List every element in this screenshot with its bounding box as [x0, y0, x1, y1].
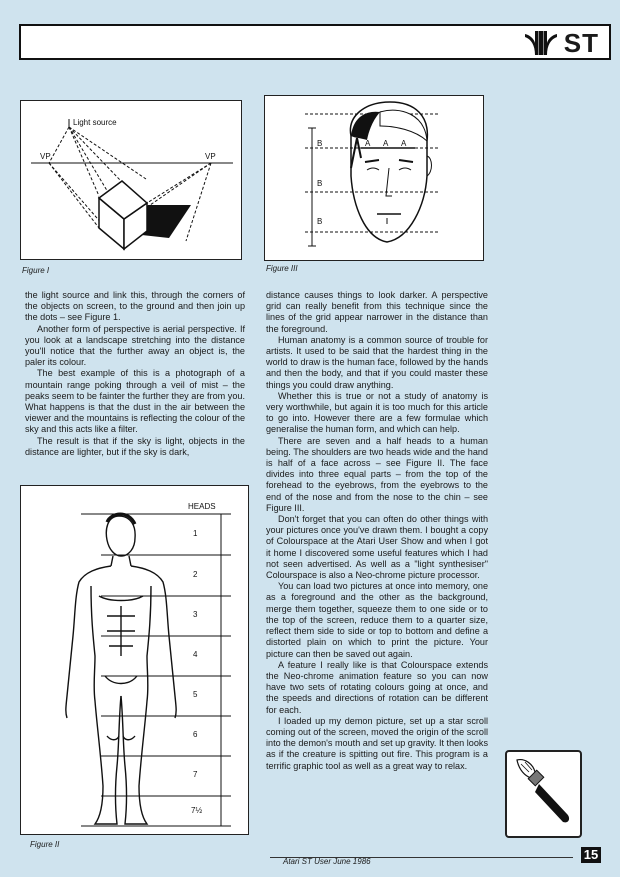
paragraph: distance causes things to look darker. A perspective grid can really benefit from this technique since the lines of the grid appear narrower in the distance than the foreground.	[266, 290, 488, 334]
head-number-4: 4	[193, 650, 198, 659]
atari-fuji-icon	[524, 29, 558, 57]
face-proportions-diagram	[265, 96, 485, 262]
paintbrush-box	[505, 750, 582, 838]
head-number-3: 3	[193, 610, 198, 619]
a-label-2: A	[383, 139, 389, 148]
head-number-6: 6	[193, 730, 198, 739]
b-label-2: B	[317, 179, 323, 188]
light-source-label: Light source	[73, 118, 117, 127]
body-proportions-diagram	[21, 486, 250, 836]
page-number: 15	[581, 847, 601, 863]
figure-2-caption: Figure II	[30, 840, 60, 849]
head-number-2: 2	[193, 570, 198, 579]
human-figure	[66, 514, 176, 824]
logo-text: ST	[563, 27, 599, 58]
left-column-text	[25, 290, 245, 458]
vp-left-label: VP	[40, 152, 51, 161]
paragraph: There are seven and a half heads to a human being. The shoulders are two heads wide and the hand is half of a face across – see Figure II. The face divides into three equal parts – from the top of the forehead to the eyebrows, from the eyebrows to the end of the nose and from the nose to the chin – see Figure III.	[266, 435, 488, 513]
atari-logo	[524, 28, 599, 58]
paragraph: I loaded up my demon picture, set up a star scroll coming out of the screen, moved the origin of the scroll into the demon's mouth and set up gravity. It then looks as if the creature is spitting out fire. This program is a terrific graphic tool as well as a great way to relax.	[266, 715, 488, 771]
header-bar	[19, 24, 611, 60]
head-number-5: 5	[193, 690, 198, 699]
figure-1-caption: Figure I	[22, 266, 50, 275]
head-number-7-half: 7½	[191, 806, 203, 815]
paragraph: Another form of perspective is aerial perspective. If you look at a landscape stretching into the distance you'll notice that the further away an object is, the paler its colour.	[25, 323, 245, 368]
paragraph: A feature I really like is that Colourspace extends the Neo-chrome animation feature so you can now have two sets of rotating colours going at once, and the speeds and directions of rotation can be different for each.	[266, 659, 488, 715]
b-label-3: B	[317, 217, 323, 226]
perspective-diagram	[21, 101, 243, 261]
heads-label: HEADS	[188, 502, 216, 511]
a-label-1: A	[365, 139, 371, 148]
a-label-3: A	[401, 139, 407, 148]
paintbrush-icon	[507, 752, 580, 836]
b-label-1: B	[317, 139, 323, 148]
head-number-1: 1	[193, 529, 198, 538]
figure-1	[20, 100, 242, 260]
paragraph: You can load two pictures at once into memory, one as a foreground and the other as the background, merge them together, squeeze them to one side or to the top of the screen, reduce them to a quarter size, reflect them side to side or top to bottom and define a distorted plain on which to print the picture. Your picture can then be saved out again.	[266, 581, 488, 659]
paragraph: Don't forget that you can often do other things with your pictures once you've drawn them. I bought a copy of Colourspace at the Atari User Show and when I got it home I discovered some useful features which I had not seen advertised. As well as a "light synthesiser" Colourspace is also a Neo-chrome picture processor.	[266, 514, 488, 581]
paragraph: The result is that if the sky is light, objects in the distance are lighter, but if the sky is dark,	[25, 435, 245, 457]
figure-3-caption: Figure III	[266, 264, 298, 273]
paragraph: Human anatomy is a common source of trouble for artists. It used to be said that the hardest thing in the world to draw is the human face, followed by the hands and then the body, and that if you could master these things you could draw anything.	[266, 334, 488, 390]
paragraph: Whether this is true or not a study of anatomy is very worthwhile, but again it is too much for this article to go into. However there are a few formulae which generalise the human form, and which can help.	[266, 390, 488, 435]
figure-3	[264, 95, 484, 261]
paragraph: The best example of this is a photograph of a mountain range poking through a veil of mist – the peaks seem to be fainter the further they are from you. What happens is that the dust in the air between the viewer and the mountains is reflecting the colour of the sky and this acts like a filter.	[25, 368, 245, 435]
head-number-7: 7	[193, 770, 198, 779]
right-column-text	[266, 290, 488, 772]
vp-right-label: VP	[205, 152, 216, 161]
paragraph: the light source and link this, through the corners of the objects on screen, to the ground and then join up the dots – see Figure 1.	[25, 290, 245, 323]
footer-text: Atari ST User June 1986	[283, 857, 371, 866]
figure-2	[20, 485, 249, 835]
